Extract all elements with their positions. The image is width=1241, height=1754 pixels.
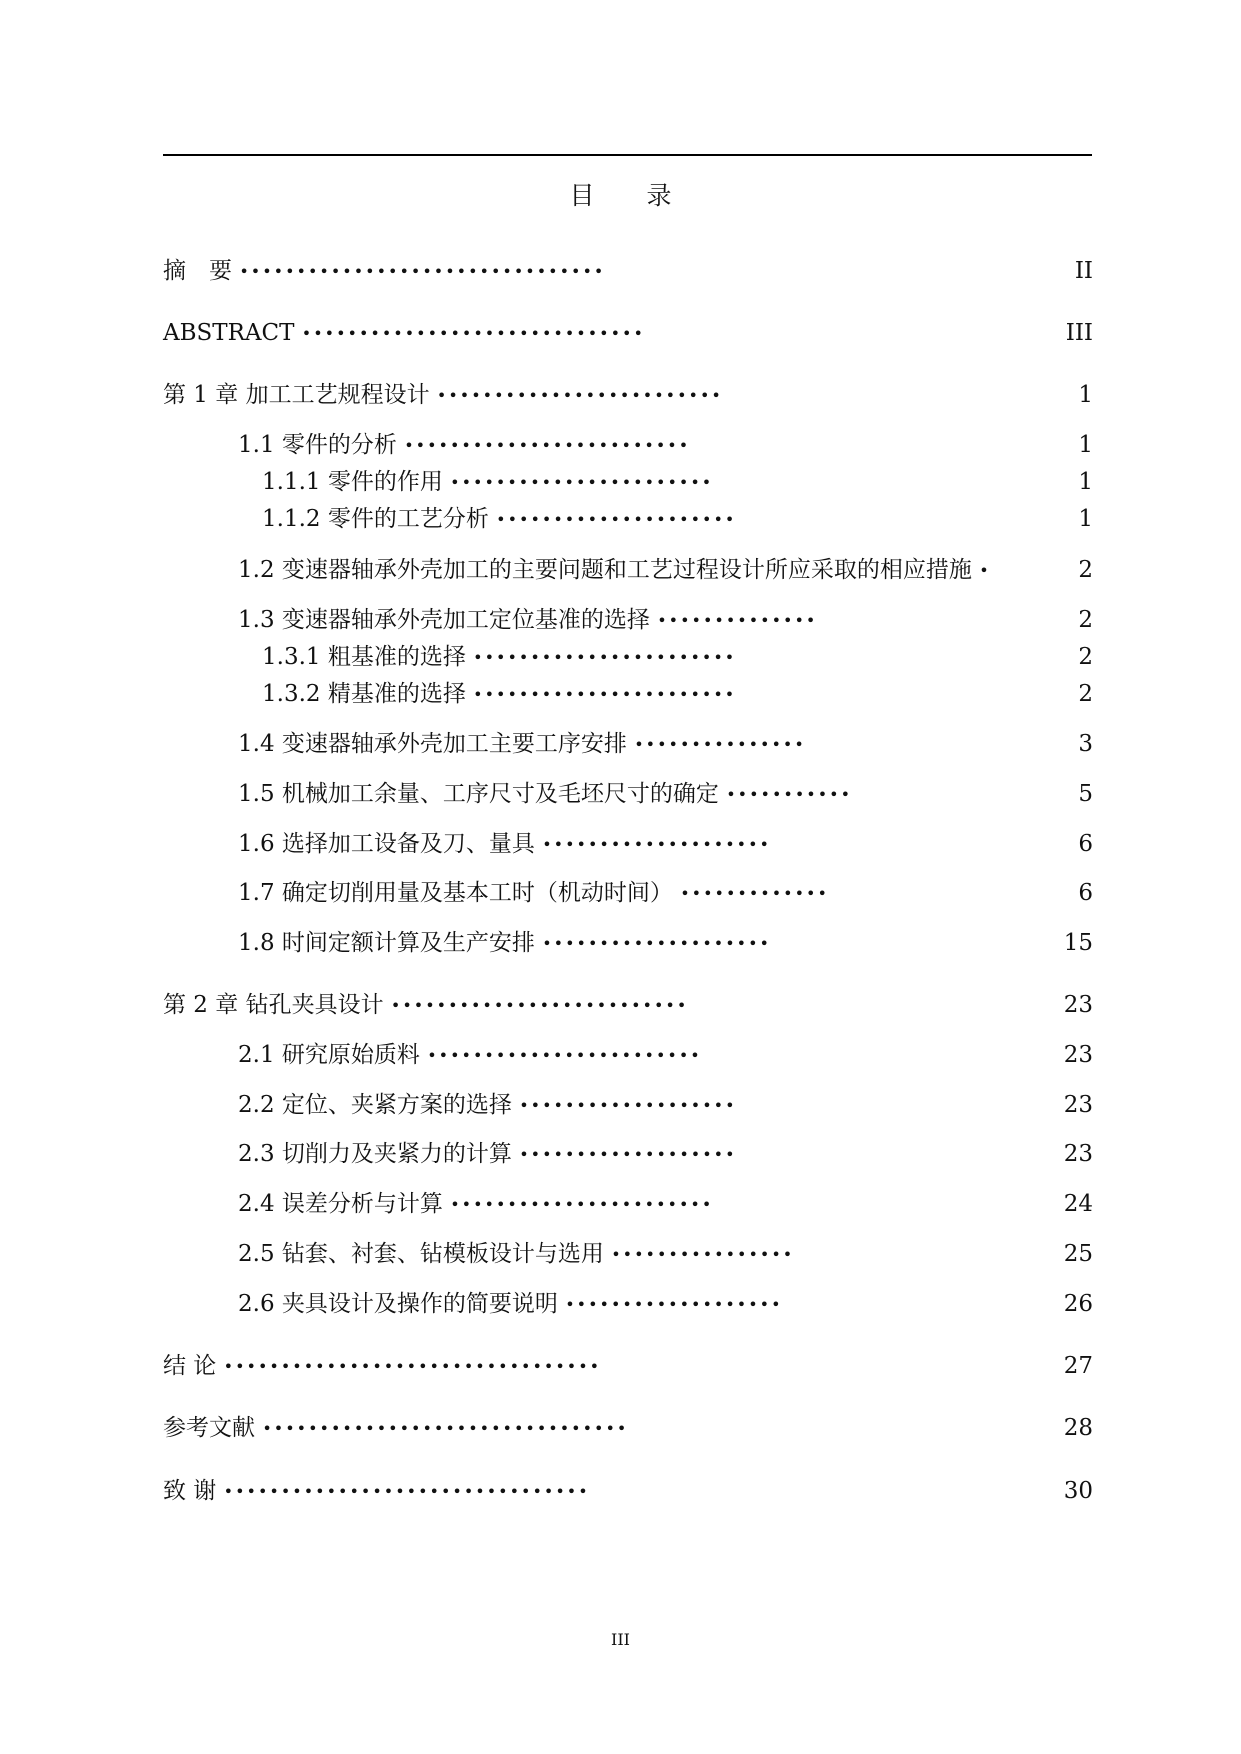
- toc-entry-label: 1.4 变速器轴承外壳加工主要工序安排: [238, 731, 627, 757]
- toc-entry-page: III: [1065, 320, 1093, 346]
- toc-entry-page: II: [1074, 258, 1093, 284]
- toc-entry-page: 1: [1078, 432, 1093, 458]
- toc-entry-page: 3: [1078, 731, 1093, 757]
- toc-entry-label: 致 谢: [163, 1478, 217, 1504]
- toc-entry: [238, 1187, 713, 1221]
- toc-entry: [238, 553, 991, 587]
- toc-entry-page: 23: [1063, 1092, 1093, 1118]
- toc-entry-label: 2.4 误差分析与计算: [238, 1191, 443, 1217]
- toc-entry: [238, 827, 771, 861]
- toc-entry: [163, 1411, 628, 1445]
- toc-entry: [238, 428, 690, 462]
- toc-entry-page: 1: [1078, 382, 1093, 408]
- toc-entry-page: 15: [1063, 930, 1093, 956]
- toc-entry-label: 参考文献: [163, 1415, 255, 1441]
- page-number: III: [611, 1630, 630, 1649]
- toc-leader-dots: •••••••••••••: [680, 884, 829, 903]
- toc-entry-label: 第 1 章 加工工艺规程设计: [163, 382, 430, 408]
- toc-entry-label: 1.3.1 粗基准的选择: [262, 644, 466, 670]
- toc-leader-dots: •••••••••••••••: [634, 735, 806, 754]
- toc-leader-dots: •••••••••••••••••••: [519, 1096, 737, 1115]
- toc-entry-label: 1.5 机械加工余量、工序尺寸及毛坯尺寸的确定: [238, 781, 719, 807]
- toc-leader-dots: •••••••••••••••••••••: [496, 510, 737, 529]
- toc-leader-dots: ••••••••••••••••••••••••••••••: [301, 324, 645, 343]
- toc-entry-label: 1.7 确定切削用量及基本工时（机动时间）: [238, 880, 673, 906]
- toc-entry: [238, 727, 806, 761]
- toc-entry-label: 结 论: [163, 1353, 217, 1379]
- toc-leader-dots: ••••••••••••••••••••••••••••••••: [262, 1419, 629, 1438]
- toc-leader-dots: ••••••••••••••••••••: [542, 934, 771, 953]
- header-rule: [163, 154, 1092, 156]
- toc-title: 目 录: [569, 181, 694, 210]
- toc-entry-label: 1.3 变速器轴承外壳加工定位基准的选择: [238, 607, 650, 633]
- toc-entry: [163, 988, 688, 1022]
- toc-entry: [262, 502, 736, 536]
- toc-entry-label: 第 2 章 钻孔夹具设计: [163, 992, 384, 1018]
- toc-entry: [262, 640, 736, 674]
- toc-entry: [238, 1038, 702, 1072]
- toc-entry-label: 2.2 定位、夹紧方案的选择: [238, 1092, 512, 1118]
- toc-entry-page: 5: [1078, 781, 1093, 807]
- toc-leader-dots: •••••••••••••••••••••••: [473, 648, 737, 667]
- toc-entry: [238, 926, 771, 960]
- toc-entry-page: 30: [1063, 1478, 1093, 1504]
- toc-entry: [238, 777, 852, 811]
- toc-entry-label: 1.1.2 零件的工艺分析: [262, 506, 489, 532]
- toc-entry-page: 2: [1078, 557, 1093, 583]
- toc-leader-dots: ••••••••••••••••: [611, 1245, 795, 1264]
- toc-entry-page: 23: [1063, 992, 1093, 1018]
- toc-entry-page: 28: [1063, 1415, 1093, 1441]
- toc-entry-page: 2: [1078, 644, 1093, 670]
- toc-leader-dots: •: [979, 561, 991, 580]
- toc-entry-label: 摘 要: [163, 258, 232, 284]
- toc-entry: [238, 876, 829, 910]
- toc-entry: [163, 1474, 590, 1508]
- toc-entry-page: 2: [1078, 681, 1093, 707]
- toc-entry-label: 1.1.1 零件的作用: [262, 469, 443, 495]
- toc-entry: [163, 316, 645, 350]
- toc-entry-label: 1.2 变速器轴承外壳加工的主要问题和工艺过程设计所应采取的相应措施: [238, 557, 972, 583]
- toc-entry: [262, 465, 713, 499]
- toc-leader-dots: •••••••••••••••••••••••: [450, 1195, 714, 1214]
- toc-entry-label: 2.3 切削力及夹紧力的计算: [238, 1141, 512, 1167]
- toc-entry-label: 1.3.2 精基准的选择: [262, 681, 466, 707]
- toc-leader-dots: ••••••••••••••••••••••••••••••••: [223, 1482, 590, 1501]
- toc-entry: [238, 1137, 737, 1171]
- toc-entry-label: 2.1 研究原始质料: [238, 1042, 420, 1068]
- toc-entry-page: 6: [1078, 831, 1093, 857]
- toc-entry: [238, 1088, 737, 1122]
- toc-leader-dots: ••••••••••••••••••••: [542, 835, 771, 854]
- toc-entry: [163, 378, 723, 412]
- toc-entry-page: 2: [1078, 607, 1093, 633]
- toc-leader-dots: •••••••••••••••••••••••: [473, 685, 737, 704]
- toc-leader-dots: •••••••••••: [726, 785, 853, 804]
- toc-leader-dots: •••••••••••••••••••••••••: [436, 386, 723, 405]
- toc-entry: [262, 677, 736, 711]
- toc-leader-dots: •••••••••••••••••••••••••••••••••: [223, 1357, 602, 1376]
- toc-entry-label: 2.5 钻套、衬套、钻模板设计与选用: [238, 1241, 604, 1267]
- toc-entry-label: ABSTRACT: [163, 320, 295, 346]
- toc-leader-dots: ••••••••••••••••••••••••••: [390, 996, 689, 1015]
- toc-entry-label: 1.8 时间定额计算及生产安排: [238, 930, 535, 956]
- toc-entry: [163, 1349, 601, 1383]
- toc-entry: [238, 1287, 783, 1321]
- toc-entry-page: 23: [1063, 1141, 1093, 1167]
- toc-leader-dots: •••••••••••••••••••: [519, 1145, 737, 1164]
- toc-entry-page: 26: [1063, 1291, 1093, 1317]
- toc-leader-dots: •••••••••••••••••••: [565, 1295, 783, 1314]
- toc-entry-page: 23: [1063, 1042, 1093, 1068]
- toc-entry-page: 1: [1078, 469, 1093, 495]
- toc-entry-label: 1.1 零件的分析: [238, 432, 397, 458]
- toc-entry-page: 27: [1063, 1353, 1093, 1379]
- toc-entry-page: 1: [1078, 506, 1093, 532]
- toc-leader-dots: •••••••••••••••••••••••••: [404, 436, 691, 455]
- toc-entry-page: 6: [1078, 880, 1093, 906]
- toc-leader-dots: •••••••••••••••••••••••: [450, 473, 714, 492]
- toc-entry: [238, 603, 817, 637]
- toc-leader-dots: ••••••••••••••: [657, 611, 818, 630]
- toc-entry-page: 25: [1063, 1241, 1093, 1267]
- toc-entry-page: 24: [1063, 1191, 1093, 1217]
- toc-leader-dots: ••••••••••••••••••••••••••••••••: [239, 262, 606, 281]
- toc-entry-label: 1.6 选择加工设备及刀、量具: [238, 831, 535, 857]
- toc-entry: [238, 1237, 794, 1271]
- toc-entry-label: 2.6 夹具设计及操作的简要说明: [238, 1291, 558, 1317]
- toc-leader-dots: ••••••••••••••••••••••••: [427, 1046, 702, 1065]
- toc-entry: [163, 254, 605, 288]
